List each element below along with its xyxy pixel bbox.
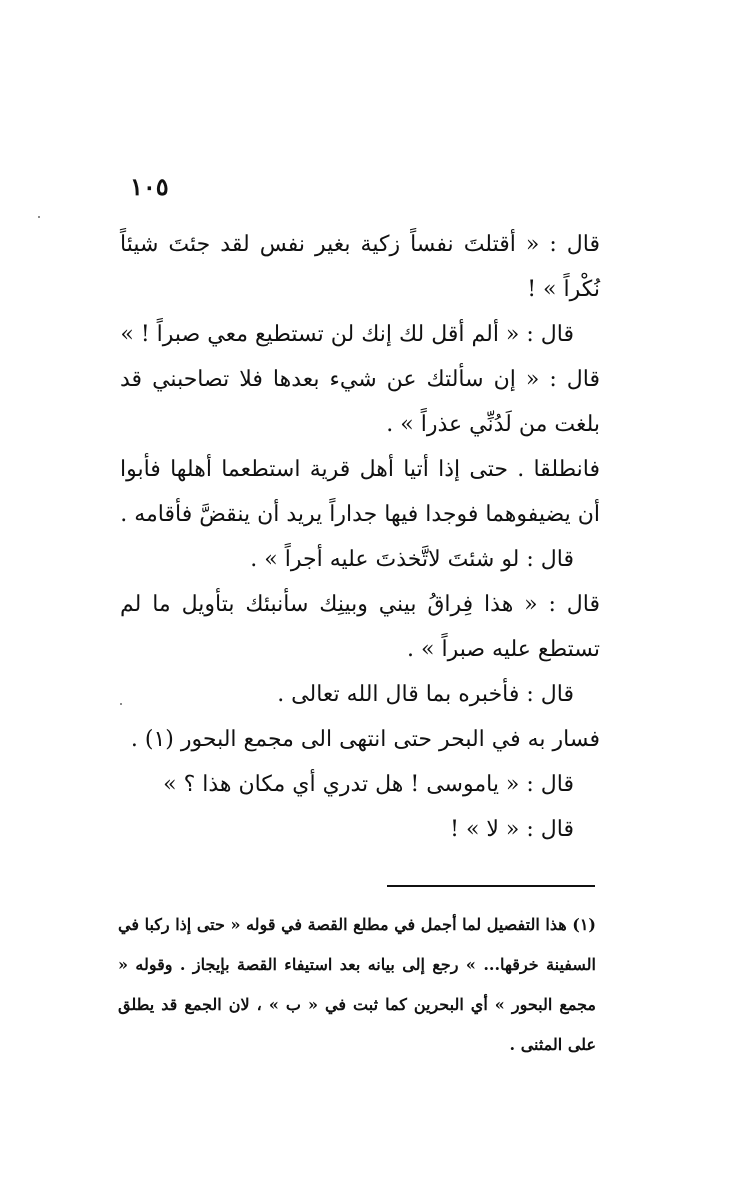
scan-speck [120, 703, 122, 705]
paragraph-6: قال : « هذا فِراقُ بيني وبينِك سأنبئك بتأويل ما لم تستطع عليه صبراً » . [120, 592, 600, 662]
footnote-1: (١) هذا التفصيل لما أجمل في مطلع القصة في قوله « حتى إذا ركبا في السفينة خرقها... » رجع إلى بيانه بعد استيفاء القصة بإيجاز . وقوله « مجمع البحور » أي البحرين كما ثبت في « ب » ، لان الجمع قد يطلق على المثنى . [118, 915, 596, 1054]
footnote-divider [387, 885, 595, 887]
paragraph-8: فسار به في البحر حتى انتهى الى مجمع البحور (١) . [130, 727, 600, 752]
page-number: ١٠٥ [130, 172, 169, 201]
paragraph-3: قال : « إن سألتك عن شيء بعدها فلا تصاحبني قد بلغت من لَدُنِّي عذراً » . [120, 367, 600, 437]
paragraph-5: قال : لو شئتَ لاتَّخذتَ عليه أجراً » . [250, 547, 574, 572]
paragraph-1: قال : « أقتلتَ نفساً زكية بغير نفس لقد جئتَ شيئاً نُكْراً » ! [120, 232, 600, 302]
body-text [120, 222, 600, 852]
paragraph-10: قال : « لا » ! [450, 817, 574, 842]
paragraph-2: قال : « ألم أقل لك إنك لن تستطيع معي صبراً ! » [120, 322, 574, 347]
scan-speck [38, 216, 40, 218]
footnotes [118, 905, 596, 1065]
paragraph-7: قال : فأخبره بما قال الله تعالى . [277, 682, 574, 707]
paragraph-9: قال : « ياموسى ! هل تدري أي مكان هذا ؟ » [163, 772, 574, 797]
paragraph-4: فانطلقا . حتى إذا أتيا أهل قرية استطعما أهلها فأبوا أن يضيفوهما فوجدا فيها جداراً يريد أن ينقضَّ فأقامه . [120, 457, 600, 527]
